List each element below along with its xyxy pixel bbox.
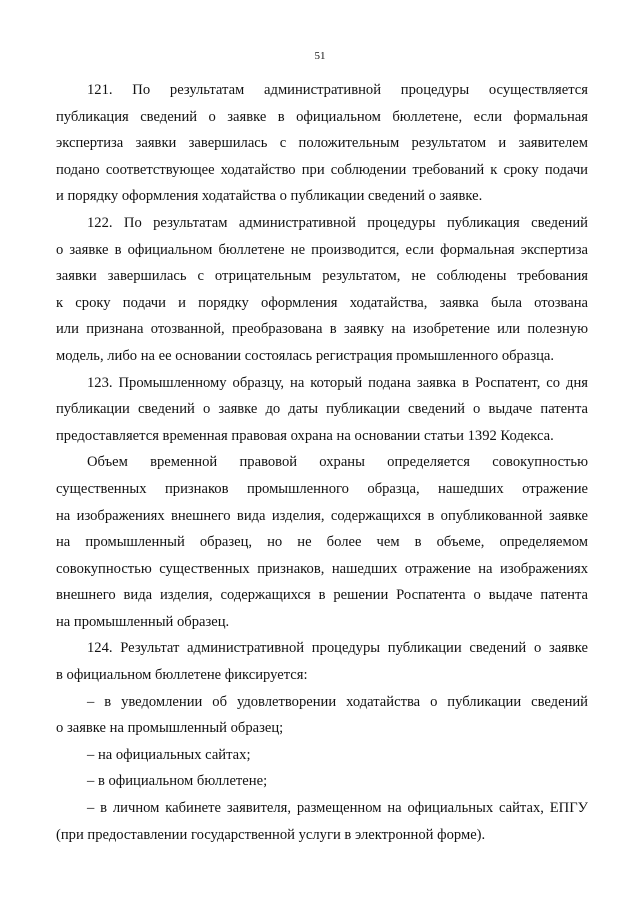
paragraph-p124 [56,635,588,688]
text-line: и порядку оформления ходатайства о публикации сведений о заявке. [56,188,483,205]
text-line: внешнего вида изделия, содержащихся в решении Роспатента о выдаче патента [56,587,588,604]
text-line: существенных признаков промышленного образца, нашедших отражение [56,480,588,497]
text-line: – на официальных сайтах; [87,746,251,763]
text-line: экспертиза заявки завершилась с положительным результатом и заявителем [56,135,588,152]
page-number: 51 [314,50,326,62]
text-line: 124. Результат административной процедуры публикации сведений о заявке [87,640,588,657]
text-line: о заявке на промышленный образец; [56,720,284,737]
text-line: совокупностью существенных признаков, нашедших отражение на изображениях [56,560,588,577]
text-line: модель, либо на ее основании состоялась регистрация промышленного образца. [56,347,555,364]
text-line: на изображениях внешнего вида изделия, содержащихся в опубликованной заявке [56,507,588,524]
text-line: к сроку подачи и порядку оформления ходатайства, заявка была отозвана [56,294,588,311]
paragraph-p124d [56,795,588,848]
text-line: заявки завершилась с отрицательным результатом, не соблюдены требования [56,268,588,285]
text-line: 122. По результатам административной процедуры публикация сведений [87,214,588,231]
text-line: 123. Промышленному образцу, на который подана заявка в Роспатент, со дня [87,374,588,391]
text-line: – в официальном бюллетене; [87,773,268,790]
text-line: подано соответствующее ходатайство при соблюдении требований к сроку подачи [56,161,588,178]
text-line: публикация сведений о заявке в официальном бюллетене, если формальная [56,108,588,125]
paragraph-p123b [56,449,588,635]
text-line: Объем временной правовой охраны определяется совокупностью [87,454,588,471]
text-line: на промышленный образец. [56,613,230,630]
paragraph-p123 [56,370,588,450]
text-line: публикации сведений о заявке до даты публикации сведений о выдаче патента [56,401,588,418]
text-line: на промышленный образец, но не более чем в объеме, определяемом [56,534,588,551]
text-line: в официальном бюллетене фиксируется: [56,667,308,684]
paragraph-p124c [56,768,588,795]
text-line: или признана отозванной, преобразована в заявку на изобретение или полезную [56,321,588,338]
text-line: – в уведомлении об удовлетворении ходатайства о публикации сведений [87,693,588,710]
text-line: предоставляется временная правовая охрана на основании статьи 1392 Кодекса. [56,427,554,444]
text-line: (при предоставлении государственной услуги в электронной форме). [56,826,486,843]
paragraph-p124b [56,742,588,769]
paragraph-p124a [56,689,588,742]
text-line: 121. По результатам административной процедуры осуществляется [87,82,588,98]
paragraph-p121 [56,77,588,210]
paragraph-p122 [56,210,588,370]
text-line: о заявке в официальном бюллетене не производится, если формальная экспертиза [56,241,588,258]
text-line: – в личном кабинете заявителя, размещенном на официальных сайтах, ЕПГУ [87,800,588,817]
document-body [56,77,588,848]
